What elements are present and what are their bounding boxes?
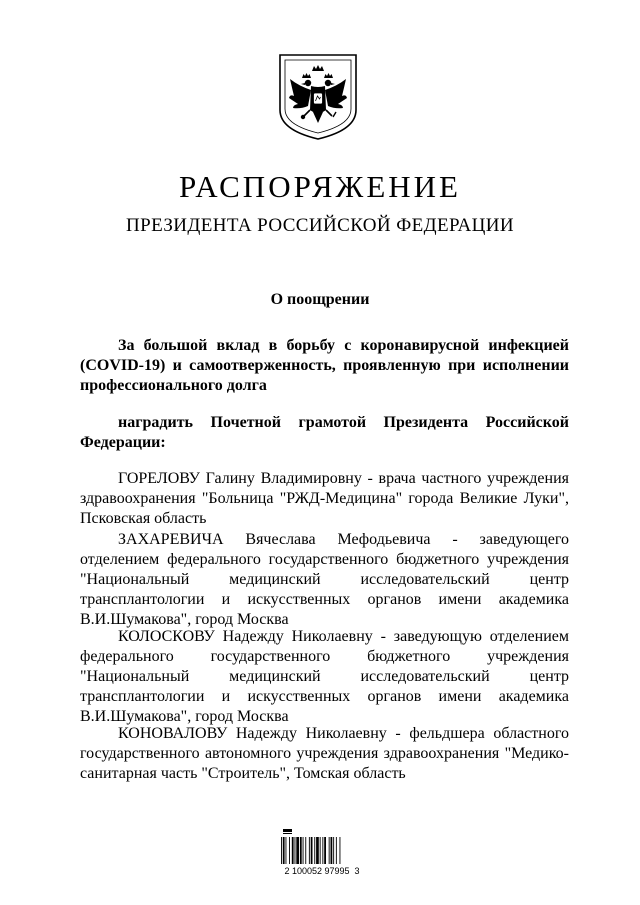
award-decision: наградить Почетной грамотой Президента Российской Федерации:: [80, 414, 569, 451]
document-heading: О поощрении: [270, 291, 370, 308]
document-title: РАСПОРЯЖЕНИЕ: [179, 169, 461, 204]
state-emblem-icon: [277, 52, 359, 142]
award-reason: За большой вклад в борьбу с коронавирусной инфекцией (COVID-19) и самоотверженность, проявленную при исполнении профессионального долга: [80, 337, 569, 394]
awardee-item: ЗАХАРЕВИЧА Вячеслава Мефодьевича - заведующего отделением федерального государственного бюджетного учреждения "Национальный медицинский исследовательский центр трансплантологии и искусственных органов имени академика В.И.Шумакова", город Москва: [80, 531, 569, 628]
barcode-number: 2 100052 97995 3: [284, 866, 360, 876]
document-subtitle: ПРЕЗИДЕНТА РОССИЙСКОЙ ФЕДЕРАЦИИ: [126, 215, 514, 236]
awardee-item: ГОРЕЛОВУ Галину Владимировну - врача частного учреждения здравоохранения "Больница "РЖД-Медицина" города Великие Луки", Псковская область: [80, 470, 569, 527]
awardee-item: КОНОВАЛОВУ Надежду Николаевну - фельдшера областного государственного автономного учреждения здравоохранения "Медико-санитарная часть "Строитель", Томская область: [80, 725, 569, 782]
awardee-item: КОЛОСКОВУ Надежду Николаевну - заведующую отделением федерального государственного бюджетного учреждения "Национальный медицинский исследовательский центр трансплантологии и искусственных органов имени академика В.И.Шумакова", город Москва: [80, 628, 569, 725]
